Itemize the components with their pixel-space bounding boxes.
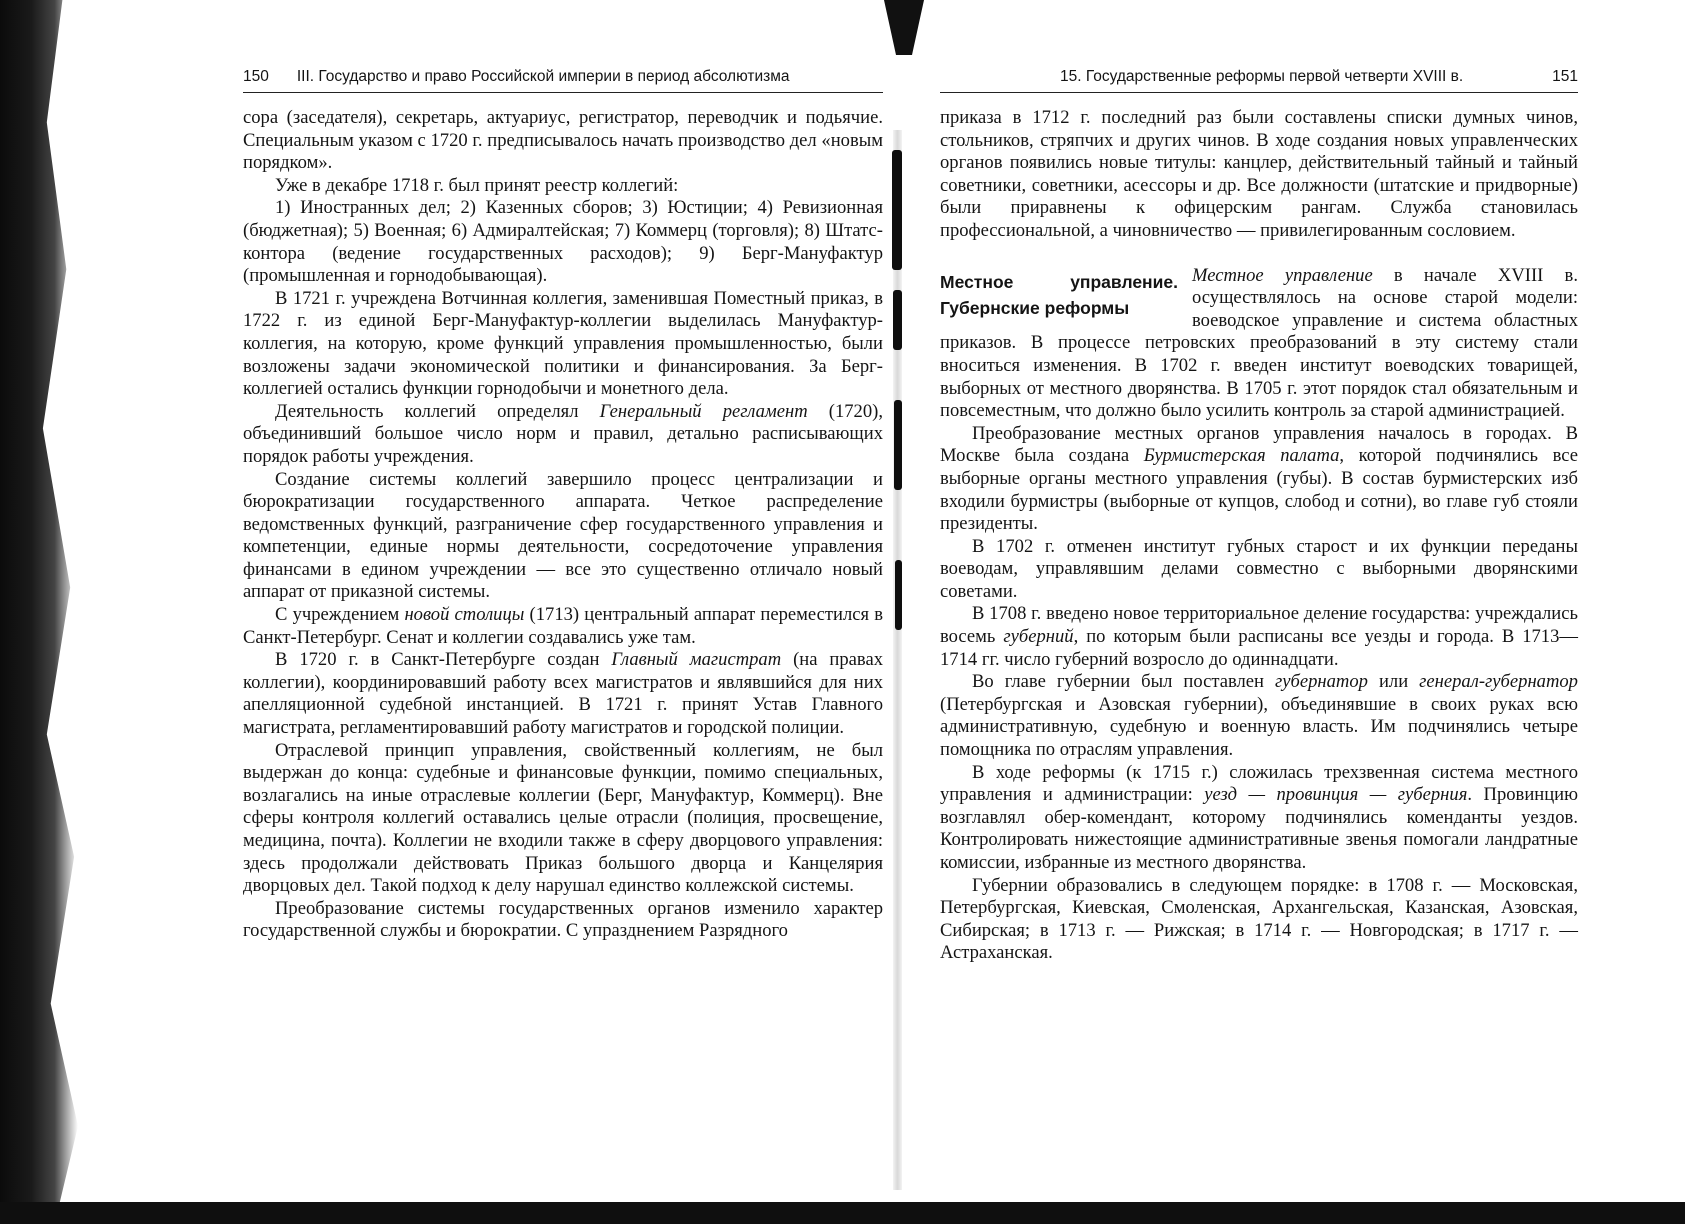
emphasized-term: губернатор — [1275, 671, 1368, 693]
paragraph — [243, 401, 883, 469]
text-run: или — [1367, 671, 1420, 693]
text-run: , по которым были расписаны все уезды и города. В 1713—1714 гг. число губерний возросло до одиннадцати. — [940, 626, 1578, 670]
emphasized-term: новой столицы — [404, 604, 525, 626]
left-body-text — [243, 107, 883, 943]
emphasized-term: генерал-губернатор — [1419, 671, 1578, 693]
emphasized-term: Главный магистрат — [611, 649, 782, 671]
running-head-title: III. Государство и право Российской империи в период абсолютизма — [296, 68, 790, 85]
text-run: Создание системы коллегий завершило процесс централизации и бюрократизации государственного аппарата. Четкое распределение ведомственных функций, разграничение сфер государственного управления и компетенции, единые нормы деятельности, сосредоточение управления финансами в едином учреждении — все это существенно отличало новый аппарат от приказной системы. — [243, 468, 883, 603]
emphasized-term: Бурмистерская палата — [1143, 445, 1340, 467]
paragraph — [940, 423, 1578, 536]
text-run: (Петербургская и Азовская губернии), объединявшие в своих руках всю административную, судебную и военную власть. Им подчинялись четыре помощника по отраслям управления. — [940, 693, 1578, 761]
text-run: в начале XVIII в. осуществлялось на основе старой модели: воеводское управление и система областных приказов. В процессе петровских преобразований в эту систему стали вноситься изменения. В 1702 г. введен институт воеводских товарищей, выборных от местного дворянства. В 1705 г. этот порядок стал обязательным и повсеместным, что должно было усилить контроль за старой администрацией. — [940, 264, 1578, 422]
text-run: Преобразование системы государственных органов изменило характер государственной службы и бюрократии. С упразднением Разрядного — [243, 897, 883, 942]
text-run: Во главе губернии был поставлен — [972, 671, 1275, 693]
running-head — [940, 68, 1578, 93]
section-local-government — [940, 265, 1578, 965]
emphasized-term: Генеральный регламент — [599, 400, 808, 422]
paragraph — [940, 671, 1578, 761]
paragraph — [243, 649, 883, 739]
text-run: Деятельность коллегий определял — [275, 400, 600, 422]
running-head-title: 15. Государственные реформы первой четверти XVIII в. — [1060, 68, 1464, 85]
emphasized-term: губерний — [1003, 626, 1074, 648]
paragraph — [243, 604, 883, 649]
emphasized-term: уезд — провинция — губерния — [1204, 784, 1468, 806]
paragraph — [243, 107, 883, 175]
text-run: (1713) центральный аппарат переместился в Санкт-Петербург. Сенат и коллегии создавались уже там. — [243, 604, 883, 648]
running-head — [243, 68, 883, 93]
right-page — [940, 68, 1578, 965]
paragraph — [243, 197, 883, 287]
paragraph — [940, 603, 1578, 671]
gutter-smudge — [893, 290, 902, 350]
text-run: В 1720 г. в Санкт-Петербурге создан — [275, 649, 612, 671]
text-run: С учреждением — [275, 604, 405, 626]
text-run: . Провинцию возглавлял обер-комендант, которому подчинялись коменданты уездов. Контролировать нижестоящие административные звенья помогали ландратные комиссии, избранные из местного дворянства. — [940, 784, 1579, 873]
gutter-smudge — [894, 400, 902, 490]
text-run: 1) Иностранных дел; 2) Казенных сборов; 3) Юстиции; 4) Ревизионная (бюджетная); 5) Военная; 6) Адмиралтейская; 7) Коммерц (торговля); 8) Штатс-контора (ведение государственных расходов); 9) Берг-Мануфактур (промышленная и горнодобывающая). — [243, 197, 883, 287]
paragraph — [243, 288, 883, 401]
page-number: 151 — [1552, 68, 1578, 85]
text-run: Губернии образовались в следующем порядке: в 1708 г. — Московская, Петербургская, Киевская, Смоленская, Архангельская, Казанская, Азовская, Сибирская; в 1713 г. — Рижская; в 1714 г. — Новгородская; в 1717 г. — Астраханская. — [940, 874, 1578, 964]
paragraph — [243, 175, 883, 198]
paragraph — [243, 740, 883, 898]
text-run: сора (заседателя), секретарь, актуариус, регистратор, переводчик и подьячие. Специальным указом с 1720 г. предписывалось начать производство дел «новым порядком». — [243, 107, 883, 174]
text-run: Отраслевой принцип управления, свойственный коллегиям, не был выдержан до конца: судебные и финансовые функции, помимо специальных, возлагались на иные отраслевые коллегии (Берг, Мануфактур, Коммерц). Вне сферы контроля коллегий оставались целые отрасли (полиция, просвещение, медицина, почта). Коллегии не входили также в сферу дворцового управления: здесь продолжали действовать Приказ большого дворца и Канцелярия дворцовых дел. Такой подход к делу нарушал единство коллежской системы. — [243, 739, 883, 897]
gutter-shadow — [893, 130, 902, 1190]
page-number: 150 — [243, 68, 269, 85]
gutter-smudge — [895, 560, 902, 630]
text-run: приказа в 1712 г. последний раз были составлены списки думных чинов, стольников, стряпчих и других чинов. В ходе создания новых управленческих органов появились новые титулы: канцлер, действительный тайный и тайный советники, советники, асессоры и др. Все должности (штатские и придворные) были приравнены к офицерским рангам. Служба становилась профессиональной, а чиновничество — привилегированным сословием. — [940, 107, 1578, 241]
paragraph — [243, 898, 883, 943]
text-run: Преобразование местных органов управления началось в городах. В Москве была создана — [940, 422, 1578, 467]
text-run: (на правах коллегии), координировавший работу всех магистратов и являвшийся для них апелляционной судебной инстанцией. В 1721 г. принят Устав Главного магистрата, регламентировавший работу магистратов и городской полиции. — [243, 649, 883, 739]
text-run: Уже в декабре 1718 г. был принят реестр коллегий: — [275, 174, 679, 196]
paragraph — [243, 469, 883, 605]
scan-top-gutter — [884, 0, 924, 55]
section-heading: Местное управление. Губернские реформы — [940, 271, 1178, 318]
text-run: , которой подчинялись все выборные органы местного управления (губы). В состав бурмистерских изб входили бурмистры (выборные от купцов, слобод и сотни), во главе губ стояли президенты. — [940, 445, 1578, 535]
paragraph — [940, 107, 1578, 243]
text-run: (1720), объединивший большое число норм и правил, детально расписывающих порядок работы учреждения. — [243, 400, 883, 467]
right-body-text — [940, 107, 1578, 965]
paragraph — [940, 536, 1578, 604]
paragraph — [940, 762, 1578, 875]
scan-bottom-edge — [0, 1202, 1685, 1224]
text-run: В 1708 г. введено новое территориальное деление государства: учреждались восемь — [940, 603, 1578, 648]
text-run: В 1721 г. учреждена Вотчинная коллегия, заменившая Поместный приказ, в 1722 г. из единой Берг-Мануфактур-коллегии выделилась Мануфактур-коллегия, на которую, кроме функций управления промышленностью, были возложены задачи экономической политики и финансирования. За Берг-коллегией остались функции горнодобычи и монетного дела. — [243, 287, 883, 400]
left-page — [243, 68, 883, 943]
scan-left-edge — [0, 0, 78, 1224]
text-run: В 1702 г. отменен институт губных старост и их функции переданы воеводам, управлявшим делами совместно с выборными дворянскими советами. — [940, 535, 1578, 602]
gutter-smudge — [892, 150, 902, 270]
emphasized-term: Местное управление — [1192, 264, 1373, 286]
text-run: В ходе реформы (к 1715 г.) сложилась трехзвенная система местного управления и администрации: — [940, 761, 1578, 806]
paragraph — [940, 875, 1578, 965]
